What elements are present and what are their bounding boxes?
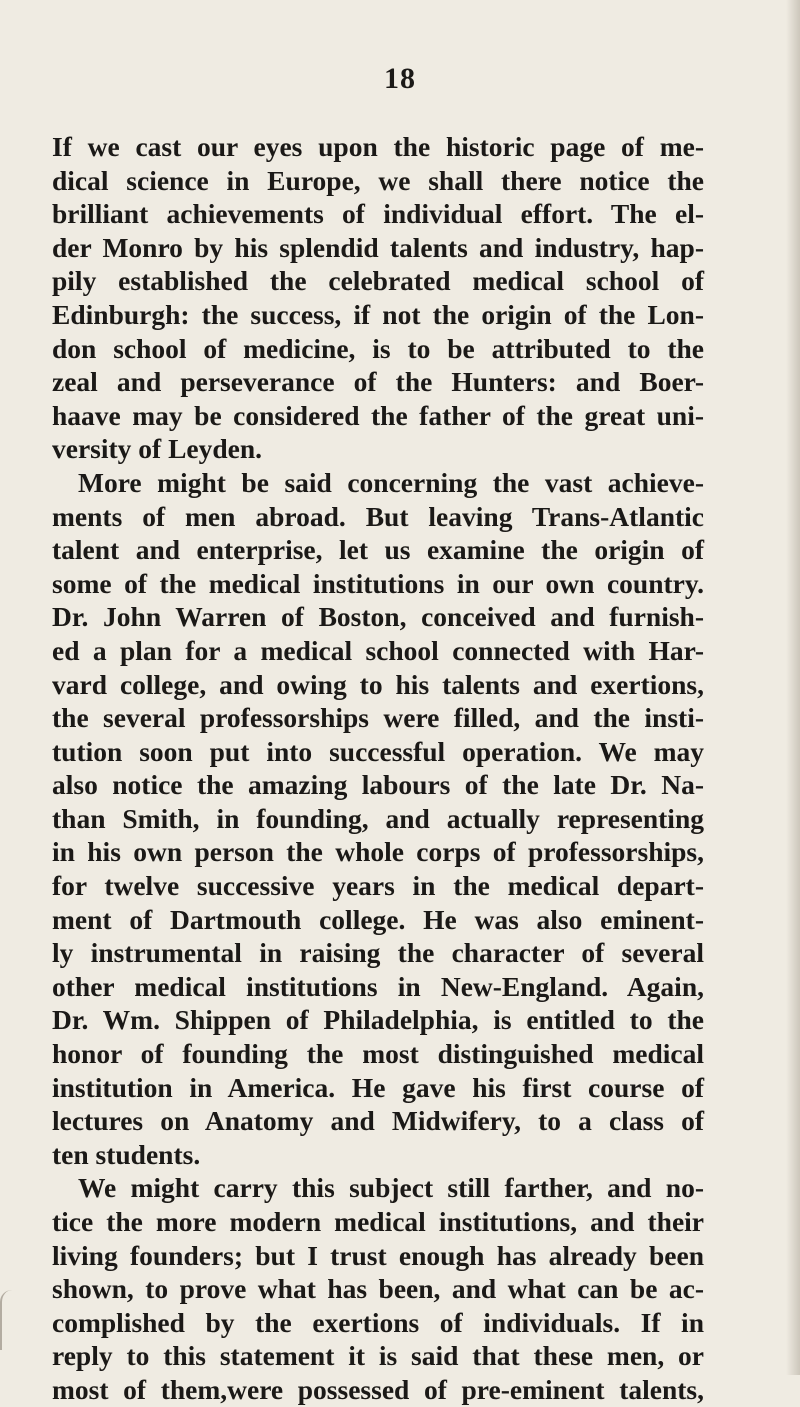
text-line: don school of medicine, is to be attributed to the [52,332,704,364]
text-line: some of the medical institutions in our own country. [52,567,704,599]
text-line: tution soon put into successful operation. We may [52,735,704,767]
text-line: Dr. Wm. Shippen of Philadelphia, is entitled to the [52,1004,704,1036]
text-line: Dr. John Warren of Boston, conceived and furnish- [52,601,704,633]
text-line: ly instrumental in raising the character of several [52,937,704,969]
text-line: We might carry this subject still farther, and no- [78,1172,704,1204]
text-line: than Smith, in founding, and actually representing [52,802,704,834]
text-line: der Monro by his splendid talents and industry, hap- [52,231,704,263]
text-line: Edinburgh: the success, if not the origin of the Lon- [52,298,704,330]
text-line: institution in America. He gave his first course of [52,1071,704,1103]
text-line: vard college, and owing to his talents and exertions, [52,668,704,700]
text-line: reply to this statement it is said that these men, or [52,1340,704,1372]
text-line: pily established the celebrated medical school of [52,265,704,297]
text-line: ment of Dartmouth college. He was also eminent- [52,903,704,935]
text-line: ten students. [52,1138,201,1170]
page-number: 18 [384,62,416,95]
text-line: tice the more modern medical institutions, and their [52,1206,704,1237]
text-line: ed a plan for a medical school connected with Har- [52,634,704,666]
text-line: living founders; but I trust enough has already been [52,1239,704,1271]
text-line: ments of men abroad. But leaving Trans-Atlantic [52,500,704,532]
text-line: talent and enterprise, let us examine the origin of [52,534,704,566]
text-line: most of them,were possessed of pre-eminent talents, [52,1373,704,1405]
text-line: brilliant achievements of individual effort. The el- [52,198,704,230]
text-line: for twelve successive years in the medical depart- [52,870,704,902]
text-line: More might be said concerning the vast achieve- [78,466,704,498]
text-line: haave may be considered the father of the great uni- [52,399,704,431]
text-line: honor of founding the most distinguished medical [52,1038,704,1070]
text-line: other medical institutions in New-England. Again, [52,970,704,1002]
text-line: complished by the exertions of individuals. If in [52,1306,704,1338]
text-line: the several professorships were filled, and the insti- [52,702,704,734]
page-edge-shadow [786,0,800,1375]
page-corner-mark [0,1290,22,1350]
body-text [52,130,704,1407]
text-line: zeal and perseverance of the Hunters: and Boer- [52,366,704,398]
text-line: in his own person the whole corps of professorships, [52,836,704,868]
text-line: lectures on Anatomy and Midwifery, to a class of [52,1105,704,1137]
text-line: dical science in Europe, we shall there notice the [52,164,704,196]
text-line: also notice the amazing labours of the late Dr. Na- [52,769,704,801]
text-line: shown, to prove what has been, and what can be ac- [52,1273,704,1305]
text-line: If we cast our eyes upon the historic page of me- [52,131,704,162]
text-line: versity of Leyden. [52,433,263,465]
